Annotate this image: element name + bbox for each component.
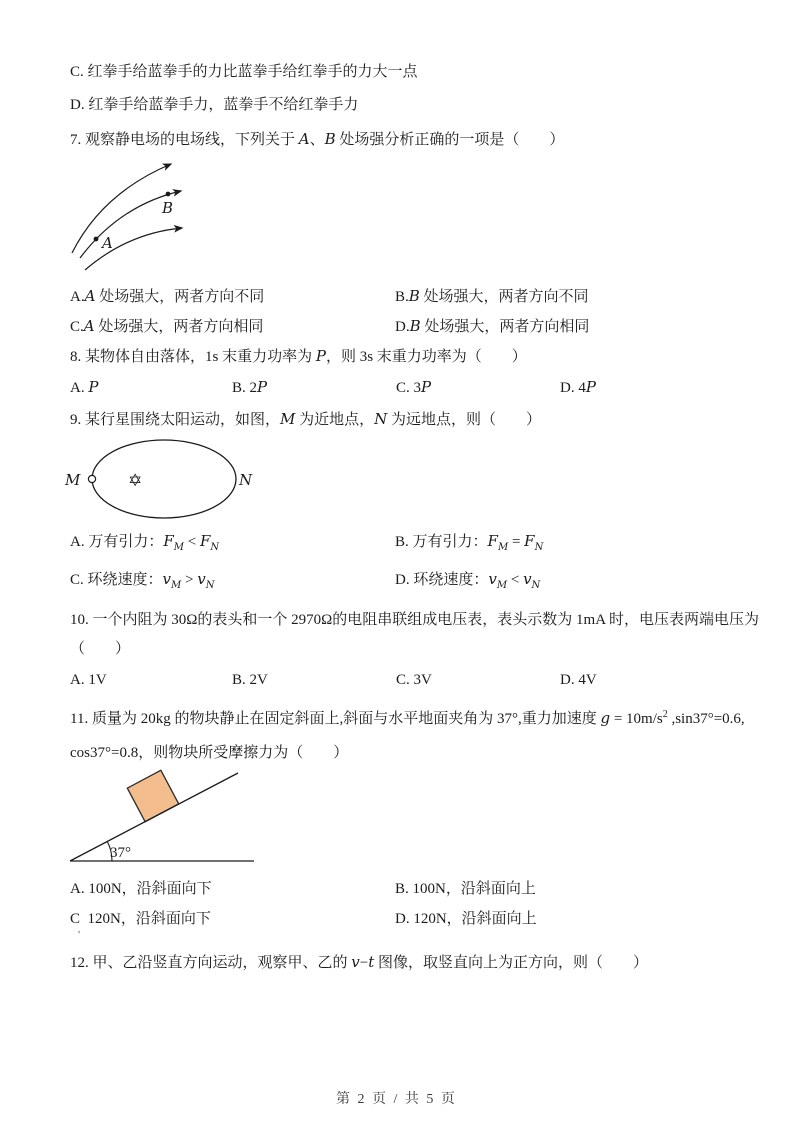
q9-stem-pre: 9. 某行星围绕太阳运动，如图， <box>70 412 281 428</box>
q9-option-d-label: 环绕速度： <box>413 572 489 588</box>
q10-option-d: D. 4V <box>560 672 597 688</box>
q8-option-b <box>232 379 267 397</box>
q9-option-b-rsub: N <box>534 542 544 553</box>
question-11-stem-line2: cos37°=0.8，则物块所受摩擦力为（ ） <box>70 745 349 761</box>
q7-option-c-var: A <box>83 317 95 335</box>
q9-option-d-rsub: N <box>531 580 541 591</box>
q9-option-d <box>395 571 540 589</box>
point-m-marker <box>88 475 95 482</box>
q9-option-a-lhs: F <box>163 532 174 550</box>
q10-option-c: C. 3V <box>396 672 432 688</box>
q11-stem-var-g: g <box>600 709 611 727</box>
q7-option-b-tag: B. <box>395 289 409 305</box>
q12-stem-var-v: v <box>351 953 360 971</box>
orbit-ellipse <box>92 440 236 518</box>
q8-option-d <box>560 379 596 397</box>
field-lines-figure <box>62 155 210 283</box>
q7-option-d-text: 处场强大，两者方向相同 <box>420 319 590 335</box>
q11-option-a-tag: A. <box>70 881 85 897</box>
q11-option-d-text: 120N，沿斜面向上 <box>409 911 537 927</box>
q7-option-a <box>70 288 264 306</box>
q9-stem-post: 为远地点，则（ ） <box>387 412 542 428</box>
q8-option-d-coef: 4 <box>578 380 586 396</box>
q8-option-a <box>70 379 98 397</box>
question-11-stem-line1 <box>70 710 745 728</box>
q11-option-d-tag: D. <box>395 911 410 927</box>
q11-option-d <box>395 911 537 928</box>
q9-option-a-tag: A. <box>70 534 89 550</box>
q7-option-b-var: B <box>408 287 420 305</box>
q9-stem-mid: 为近地点， <box>295 412 375 428</box>
q8-option-a-tag: A. <box>70 380 89 396</box>
q9-option-b-lhs: F <box>487 532 498 550</box>
q9-option-a <box>70 533 219 551</box>
q7-stem-sep: 、 <box>309 132 325 148</box>
q7-option-a-text: 处场强大，两者方向不同 <box>95 289 265 305</box>
q12-stem-var-t: t <box>368 953 375 971</box>
q11-option-c-text: 120N，沿斜面向下 <box>80 911 211 927</box>
orbit-figure <box>62 436 257 526</box>
q7-option-b-text: 处场强大，两者方向不同 <box>419 289 589 305</box>
q10-option-a: A. 1V <box>70 672 107 688</box>
q8-option-b-var: P <box>257 378 268 396</box>
question-8-stem <box>70 348 527 366</box>
q9-option-a-rel: < <box>184 534 200 550</box>
q9-option-d-tag: D. <box>395 572 414 588</box>
q7-option-c <box>70 318 263 336</box>
q11-stem-eq: = 10m/s <box>610 711 663 727</box>
q8-option-b-coef: 2 <box>249 380 258 396</box>
page-number-footer: 第 2 页 / 共 5 页 <box>336 1092 457 1107</box>
q9-option-c-rel: > <box>181 572 198 588</box>
q10-option-b: B. 2V <box>232 672 268 688</box>
q8-stem-var-p: P <box>315 347 326 365</box>
block <box>127 770 178 821</box>
q8-option-c-coef: 3 <box>413 380 422 396</box>
q9-option-c-rhs: v <box>197 570 206 588</box>
q11-option-c <box>70 911 211 928</box>
prev-option-d: D. 红拳手给蓝拳手力，蓝拳手不给红拳手力 <box>70 97 359 113</box>
q9-option-b-rel: = <box>508 534 525 550</box>
q11-stem-pre: 11. 质量为 20kg 的物块静止在固定斜面上,斜面与水平地面夹角为 37°,重力加速度 <box>70 711 601 727</box>
q7-option-d-var: B <box>409 317 421 335</box>
point-a-label: A <box>102 234 113 252</box>
q7-stem-var-b: B <box>324 130 336 148</box>
q9-option-b-rhs: F <box>524 532 535 550</box>
q12-stem-post: 图像，取竖直向上为正方向，则（ ） <box>374 955 649 971</box>
q11-option-b-text: 100N，沿斜面向上 <box>408 881 536 897</box>
q7-option-c-text: 处场强大，两者方向相同 <box>94 319 264 335</box>
q7-option-a-var: A <box>84 287 96 305</box>
q8-option-d-var: P <box>585 378 596 396</box>
question-10-stem-line2: （ ） <box>70 641 131 657</box>
q7-stem-post: 处场强分析正确的一项是（ ） <box>339 132 565 148</box>
q8-option-c <box>396 379 431 397</box>
point-n-label: N <box>239 471 253 489</box>
stray-mark: ' <box>78 929 80 941</box>
q9-option-d-rel: < <box>507 572 524 588</box>
q9-option-c <box>70 571 214 589</box>
q7-option-d-tag: D. <box>395 319 410 335</box>
q8-option-b-tag: B. <box>232 380 250 396</box>
question-12-stem <box>70 954 648 972</box>
q9-option-d-lhs: v <box>488 570 497 588</box>
q11-option-a <box>70 881 212 898</box>
q7-option-d <box>395 318 589 336</box>
q9-option-a-rhs: F <box>200 532 211 550</box>
q8-option-c-var: P <box>421 378 432 396</box>
q11-option-c-tag: C <box>70 911 81 927</box>
q9-option-c-lsub: M <box>171 580 182 591</box>
q7-option-a-tag: A. <box>70 289 85 305</box>
question-7-stem <box>70 131 564 149</box>
q9-stem-var-m: M <box>280 410 296 428</box>
q9-option-c-lhs: v <box>162 570 172 588</box>
q9-option-b-tag: B. <box>395 534 413 550</box>
q11-option-b-tag: B. <box>395 881 409 897</box>
point-m-label: M <box>65 471 81 489</box>
prev-option-c: C. 红拳手给蓝拳手的力比蓝拳手给红拳手的力大一点 <box>70 64 418 80</box>
q7-option-b <box>395 288 589 306</box>
q11-stem-post: ,sin37°=0.6, <box>667 711 745 727</box>
q9-option-b-label: 万有引力： <box>412 534 488 550</box>
q9-option-c-tag: C. <box>70 572 88 588</box>
q8-stem-pre: 8. 某物体自由落体，1s 末重力功率为 <box>70 349 316 365</box>
field-line-bottom <box>85 228 182 270</box>
point-b-dot <box>166 192 171 197</box>
q11-option-b <box>395 881 536 898</box>
sun-icon: ✡ <box>128 471 143 490</box>
question-10-stem-line1: 10. 一个内阻为 30Ω的表头和一个 2970Ω的电阻串联组成电压表，表头示数为 1mA 时，电压表两端电压为 <box>70 612 759 628</box>
q11-option-a-text: 100N，沿斜面向下 <box>84 881 212 897</box>
incline-figure <box>62 768 262 868</box>
q8-option-a-var: P <box>88 378 99 396</box>
q9-option-a-lsub: M <box>173 542 185 553</box>
q9-option-d-lsub: M <box>496 580 508 591</box>
q8-stem-post: ，则 3s 末重力功率为（ ） <box>325 349 527 365</box>
q9-option-d-rhs: v <box>523 570 532 588</box>
q9-option-c-label: 环绕速度： <box>87 572 163 588</box>
q8-option-d-tag: D. <box>560 380 579 396</box>
field-line-top <box>72 164 174 253</box>
q7-stem-var-a: A <box>298 130 310 148</box>
q11-stem-sup: 2 <box>662 709 668 720</box>
q12-stem-dash: − <box>359 955 369 971</box>
question-9-stem <box>70 411 541 429</box>
q8-option-c-tag: C. <box>396 380 414 396</box>
q7-option-c-tag: C. <box>70 319 84 335</box>
q9-stem-var-n: N <box>374 410 388 428</box>
point-a-dot <box>94 237 99 242</box>
q9-option-b-lsub: M <box>497 542 509 553</box>
q7-stem-pre: 7. 观察静电场的电场线，下列关于 <box>70 132 296 148</box>
q9-option-c-rsub: N <box>205 580 215 591</box>
q12-stem-pre: 12. 甲、乙沿竖直方向运动，观察甲、乙的 <box>70 955 348 971</box>
q9-option-a-label: 万有引力： <box>88 534 164 550</box>
point-b-label: B <box>162 199 174 217</box>
q9-option-a-rsub: N <box>210 542 220 553</box>
q9-option-b <box>395 533 543 551</box>
angle-label: 37° <box>110 845 131 861</box>
